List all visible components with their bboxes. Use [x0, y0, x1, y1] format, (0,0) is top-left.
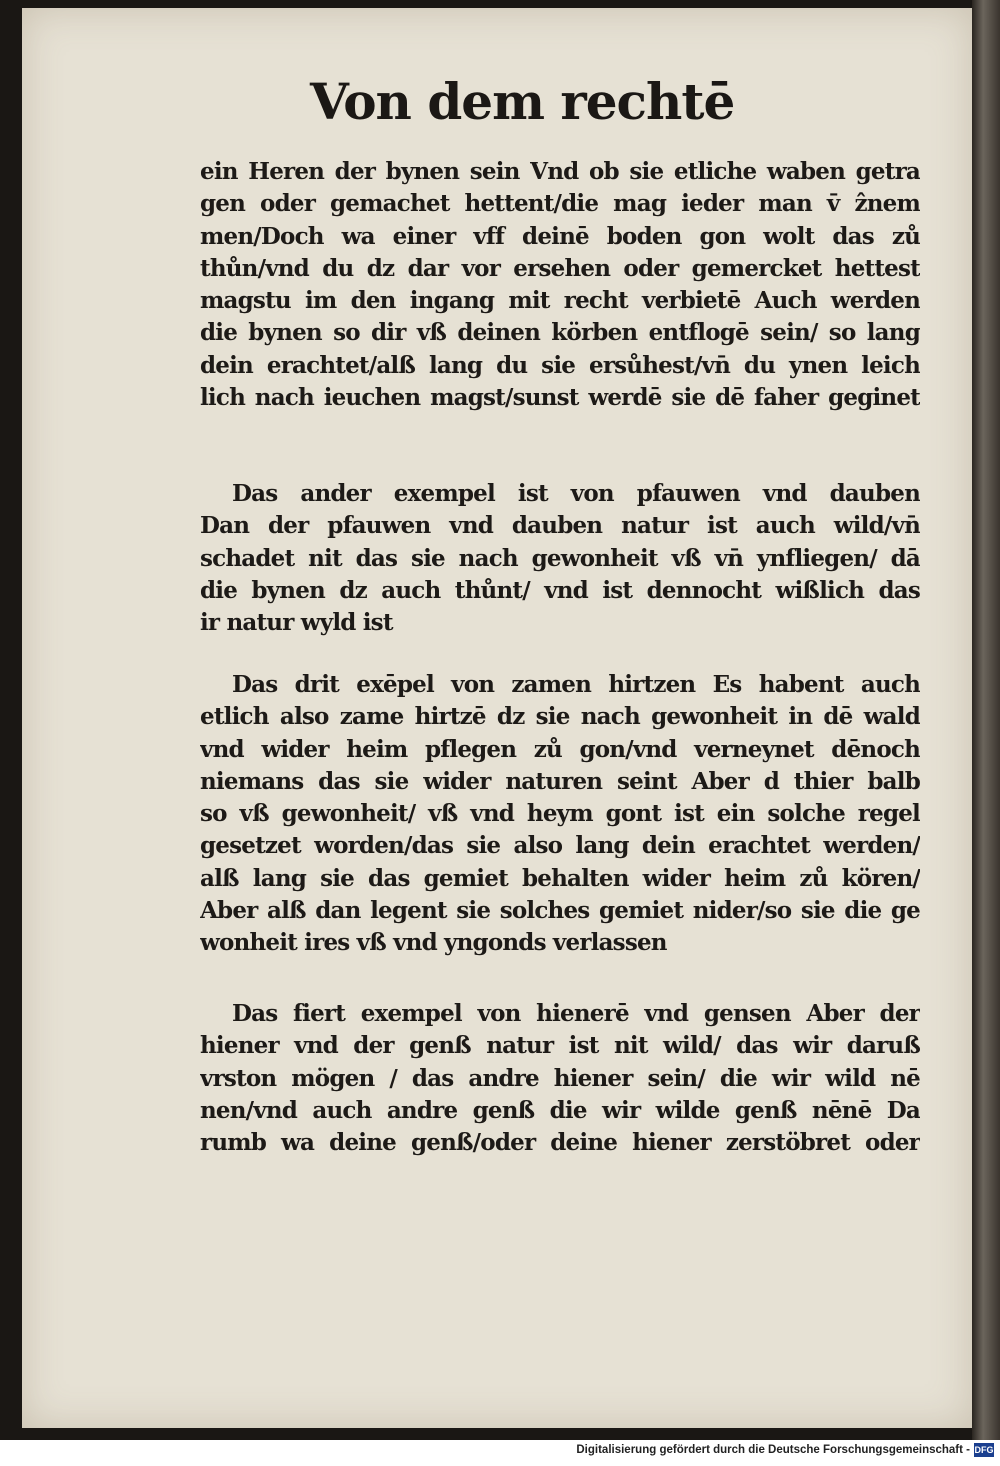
text-line: die bynen dz auch thůnt/ vnd ist dennocht wißlich das — [200, 576, 920, 604]
paragraph-3 — [200, 669, 920, 960]
text-line: Aber alß dan legent sie solches gemiet nider/so sie die ge — [200, 897, 920, 925]
page-heading: Von dem rechtē — [310, 72, 735, 131]
text-line: so vß gewonheit/ vß vnd heym gont ist ein solche regel — [200, 800, 920, 828]
paragraph-1 — [200, 156, 920, 414]
text-line: hiener vnd der genß natur ist nit wild/ das wir daruß — [200, 1032, 920, 1060]
text-line: Das drit exēpel von zamen hirtzen Es habent auch — [232, 671, 920, 698]
funding-credit: Digitalisierung gefördert durch die Deutsche Forschungsgemeinschaft - — [576, 1444, 970, 1456]
text-line: dein erachtet/alß lang du sie ersůhest/vn̄ du ynen leich — [200, 351, 920, 379]
dfg-logo: DFG — [974, 1445, 994, 1455]
text-line: niemans das sie wider naturen seint Aber d thier balb — [200, 767, 920, 795]
book-edge — [972, 0, 1000, 1440]
text-line: ir natur wyld ist — [200, 609, 393, 637]
text-line: wonheit ires vß vnd yngonds verlassen — [200, 929, 667, 957]
text-line: vnd wider heim pflegen zů gon/vnd verneynet dēnoch — [200, 735, 920, 763]
text-line: ein Heren der bynen sein Vnd ob sie etliche waben getra — [200, 158, 920, 185]
text-line: schadet nit das sie nach gewonheit vß vn̄ ynfliegen/ dā — [200, 544, 920, 572]
text-line: magstu im den ingang mit recht verbietē Auch werden — [200, 287, 920, 315]
text-line: vrston mögen / das andre hiener sein/ die wir wild nē — [200, 1064, 920, 1092]
paragraph-2 — [200, 478, 920, 639]
text-line: Dan der pfauwen vnd dauben natur ist auch wild/vn̄ — [200, 512, 920, 540]
text-line: die bynen so dir vß deinen körben entflogē sein/ so lang — [200, 319, 920, 347]
text-line: Das fiert exempel von hienerē vnd gensen Aber der — [232, 1000, 920, 1027]
text-line: thůn/vnd du dz dar vor ersehen oder gemercket hettest — [200, 254, 920, 282]
text-line: nen/vnd auch andre genß die wir wilde genß nēnē Da — [200, 1096, 920, 1124]
text-line: lich nach ieuchen magst/sunst werdē sie dē faher geginet — [200, 384, 920, 412]
paragraph-4 — [200, 998, 920, 1159]
text-line: etlich also zame hirtzē dz sie nach gewonheit in dē wald — [200, 703, 920, 731]
text-line: Das ander exempel ist von pfauwen vnd dauben — [232, 480, 920, 507]
text-line: alß lang sie das gemiet behalten wider heim zů kören/ — [200, 864, 920, 892]
text-line: gen oder gemachet hettent/die mag ieder man v̄ ẑnem — [200, 190, 920, 218]
text-line: men/Doch wa einer vff deinē boden gon wolt das zů — [200, 222, 920, 250]
text-line: rumb wa deine genß/oder deine hiener zerstöbret oder — [200, 1129, 920, 1157]
text-line: gesetzet worden/das sie also lang dein erachtet werden/ — [200, 832, 920, 860]
